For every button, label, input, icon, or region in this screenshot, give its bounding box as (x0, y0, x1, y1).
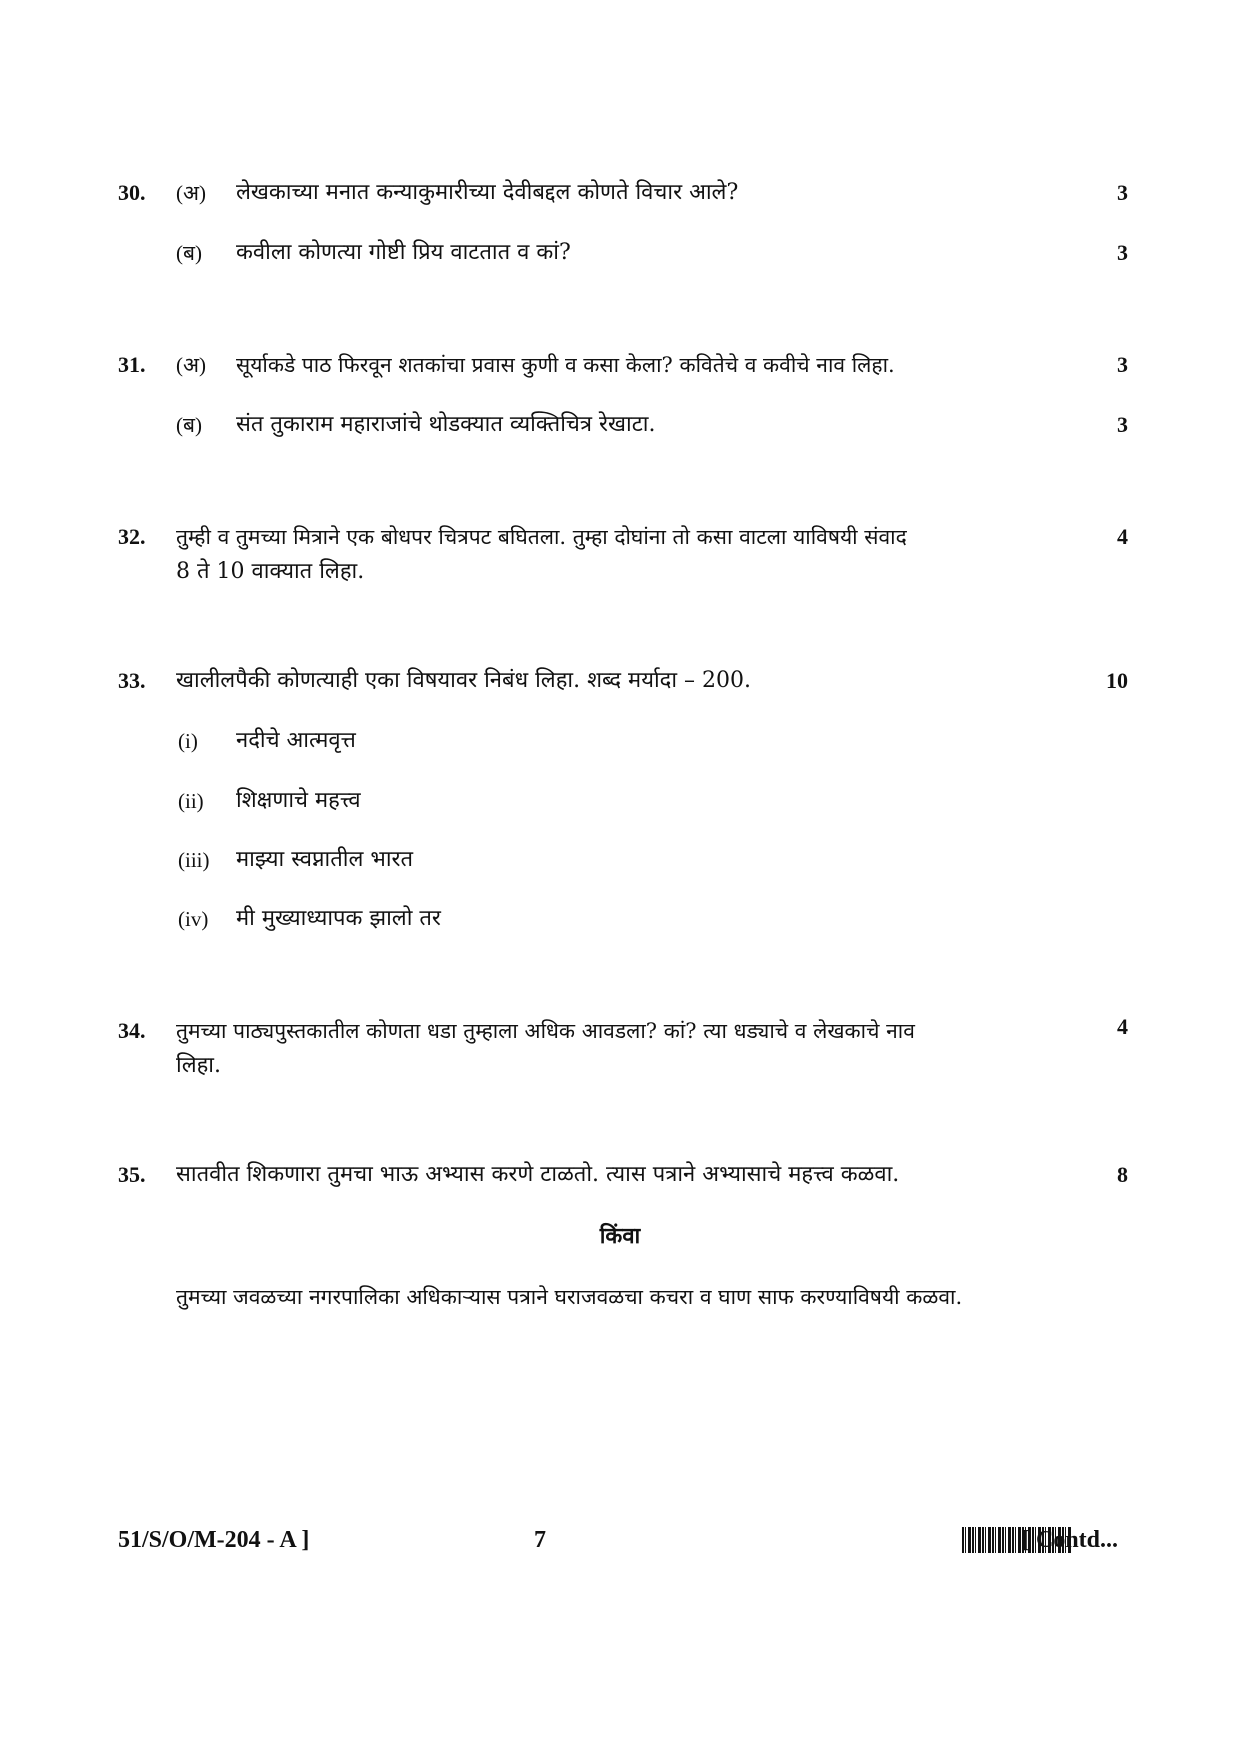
option-text: नदीचे आत्मवृत्त (236, 728, 356, 753)
question-text: सातवीत शिकणारा तुमचा भाऊ अभ्यास करणे टाळतो. त्यास पत्राने अभ्यासाचे महत्त्व कळवा. (176, 1162, 900, 1187)
option-label: (iii) (178, 848, 210, 872)
marks: 3 (1117, 240, 1128, 265)
option-label: (ii) (178, 789, 204, 813)
question-text: तुमच्या पाठ्यपुस्तकातील कोणता धडा तुम्हाला अधिक आवडला? कां? त्या धड्याचे व लेखकाचे नाव (176, 1019, 915, 1043)
page-number: 7 (534, 1527, 546, 1553)
marks: 4 (1117, 524, 1128, 549)
option-label: (i) (178, 729, 198, 753)
marks: 10 (1106, 668, 1128, 693)
option-text: माझ्या स्वप्नातील भारत (236, 847, 414, 872)
question-text: संत तुकाराम महाराजांचे थोडक्यात व्यक्तिचित्र रेखाटा. (236, 412, 656, 437)
question-number-31: 31. (118, 352, 146, 377)
option-label: (iv) (178, 907, 209, 931)
continued-label: [ Contd... (1022, 1527, 1119, 1553)
question-text: सूर्याकडे पाठ फिरवून शतकांचा प्रवास कुणी व कसा केला? कवितेचे व कवीचे नाव लिहा. (236, 353, 895, 377)
option-text: मी मुख्याध्यापक झालो तर (236, 906, 441, 931)
part-label: (ब) (176, 413, 202, 437)
marks: 4 (1117, 1014, 1128, 1039)
part-label: (अ) (176, 181, 207, 205)
question-number-32: 32. (118, 524, 146, 549)
question-number-30: 30. (118, 180, 146, 205)
or-heading: किंवा (599, 1223, 641, 1249)
question-number-35: 35. (118, 1162, 146, 1187)
question-text: कवीला कोणत्या गोष्टी प्रिय वाटतात व कां? (236, 240, 571, 265)
marks: 3 (1117, 412, 1128, 437)
marks: 8 (1117, 1162, 1128, 1187)
question-text: खालीलपैकी कोणत्याही एका विषयावर निबंध लिहा. शब्द मर्यादा – 200. (176, 668, 751, 693)
question-text: लिहा. (176, 1053, 221, 1078)
option-text: शिक्षणाचे महत्त्व (236, 788, 361, 813)
question-text: लेखकाच्या मनात कन्याकुमारीच्या देवीबद्दल कोणते विचार आले? (236, 180, 739, 205)
part-label: (अ) (176, 353, 207, 377)
alternate-question-text: तुमच्या जवळच्या नगरपालिका अधिकाऱ्यास पत्राने घराजवळचा कचरा व घाण साफ करण्याविषयी कळवा. (176, 1285, 963, 1309)
question-number-34: 34. (118, 1018, 146, 1043)
part-label: (ब) (176, 241, 202, 265)
question-number-33: 33. (118, 668, 146, 693)
paper-code: 51/S/O/M-204 - A ] (118, 1527, 310, 1553)
question-text: 8 ते 10 वाक्यात लिहा. (176, 559, 365, 584)
marks: 3 (1117, 180, 1128, 205)
question-text: तुम्ही व तुमच्या मित्राने एक बोधपर चित्रपट बघितला. तुम्हा दोघांना तो कसा वाटला याविषयी संवाद (176, 525, 907, 549)
marks: 3 (1117, 352, 1128, 377)
